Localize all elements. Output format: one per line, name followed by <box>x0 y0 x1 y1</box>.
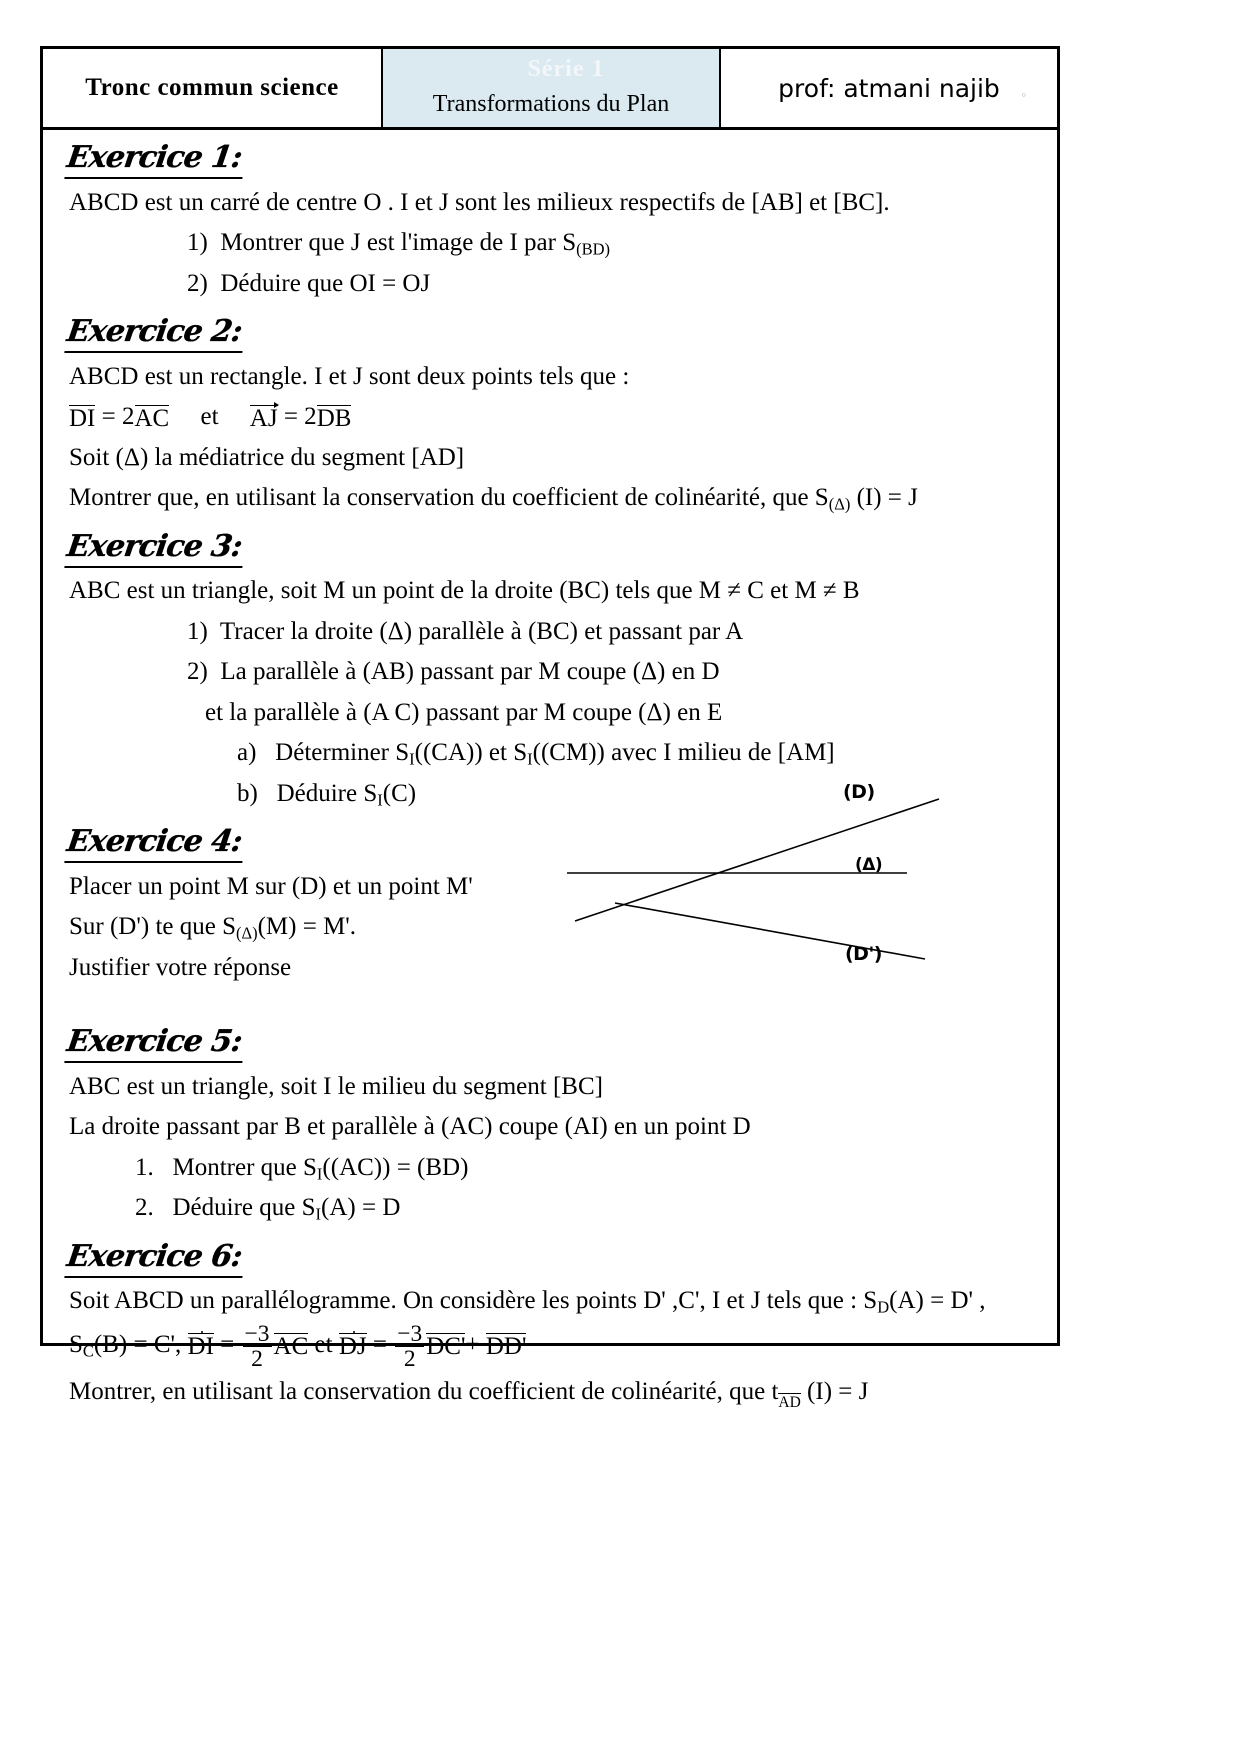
exercise-6-line-3 <box>69 1372 1043 1413</box>
vector-di: DI <box>187 1332 214 1360</box>
exercise-5-item-2 <box>135 1188 1043 1229</box>
subscript-i: I <box>315 1204 322 1224</box>
fraction-denominator: 2 <box>395 1346 424 1372</box>
text-fragment: Soit ABCD un parallélogramme. On considère les points D' ,C', I et J tels que : S <box>69 1287 878 1314</box>
exercise-3-item-2-cont: et la parallèle à (A C) passant par M coupe (Δ) en E <box>205 698 723 726</box>
exercise-1-item-1 <box>187 223 1043 264</box>
vector-dd-prime: DD' <box>485 1332 527 1360</box>
subscript-i: I <box>316 1163 323 1183</box>
exercise-5-line-2: La droite passant par B et parallèle à (AC) coupe (AI) en un point D <box>69 1113 751 1140</box>
exercise-1-item-2 <box>187 264 1043 305</box>
exercise-6-line-2 <box>69 1322 1043 1372</box>
exercise-6-title: Exercice 6: <box>64 1240 247 1278</box>
exercise-1-title: Exercice 1: <box>64 141 247 179</box>
exercise-6-line-1 <box>69 1281 1043 1322</box>
fraction-denominator: 2 <box>243 1346 272 1372</box>
text-fragment: Déduire que S <box>172 1194 316 1221</box>
subscript-d: D <box>877 1297 890 1317</box>
item-text: La parallèle à (AB) passant par M coupe (Δ) en D <box>220 658 720 685</box>
text-fragment: ABC est un triangle, soit I le milieu du segment <box>69 1072 553 1100</box>
text-fragment: = <box>366 1330 394 1358</box>
header-decorative-mark: ◦ <box>1020 89 1027 102</box>
text-fragment: = <box>213 1330 241 1358</box>
subscript-vector-ad: AD <box>778 1394 801 1412</box>
segment-ad: [AD] <box>411 443 465 471</box>
text-fragment: ((AC)) = (BD) <box>322 1153 469 1181</box>
conjunction: et <box>200 403 219 430</box>
worksheet-header <box>43 49 1057 130</box>
subscript-bd: (BD) <box>576 239 611 259</box>
spacer <box>57 988 1043 1014</box>
fraction-minus-three-halves <box>243 1322 272 1372</box>
figure-label-delta: (Δ) <box>855 855 883 875</box>
text-fragment: Montrer que S <box>172 1153 317 1181</box>
text-fragment: ((CA)) et S <box>414 739 528 766</box>
text-fragment: Montrer que, en utilisant la conservation du coefficient de colinéarité, que S <box>69 484 829 511</box>
exercise-3-line-1: ABC est un triangle, soit M un point de la droite (BC) tels que M ≠ C et M ≠ B <box>69 577 860 604</box>
text-fragment: Sur (D') te que S <box>69 913 236 940</box>
exercise-4-title: Exercice 4: <box>64 825 247 863</box>
exercise-4-line-1: Placer un point M sur (D) et un point M' <box>69 872 473 900</box>
text-fragment: Soit (Δ) la médiatrice du segment <box>69 443 412 471</box>
text-fragment: ABCD est un carré de centre O . I et J sont les milieux respectifs de <box>69 188 752 216</box>
fraction-minus-three-halves <box>395 1322 424 1372</box>
exercise-2-title: Exercice 2: <box>64 315 247 353</box>
vector-ac: AC <box>134 405 170 432</box>
item-text: Tracer la droite (Δ) parallèle à (BC) et passant par A <box>219 617 744 645</box>
text-fragment: (A) = D' , <box>889 1287 986 1314</box>
figure-svg <box>567 773 967 973</box>
header-subject-label: Transformations du Plan <box>432 90 670 117</box>
text-fragment: (I) = J <box>850 484 918 511</box>
exercise-5-title: Exercice 5: <box>64 1025 247 1063</box>
header-serie-label: Série 1 <box>527 56 605 82</box>
text-fragment: S <box>69 1330 83 1358</box>
exercise-2-line-1: ABCD est un rectangle. I et J sont deux points tels que : <box>69 362 630 390</box>
text-fragment: (A) = D <box>321 1194 401 1221</box>
item-number: 1) <box>187 229 208 256</box>
exercise-5-line-1 <box>69 1067 1043 1108</box>
exercise-3-item-2 <box>187 652 1043 693</box>
text-fragment: Déterminer S <box>275 739 410 766</box>
text-fragment: = 2 <box>95 403 135 430</box>
figure-label-d: (D) <box>843 781 875 803</box>
item-number: 2) <box>187 658 208 685</box>
item-letter: a) <box>237 739 257 766</box>
exercise-5-item-1 <box>135 1148 1043 1189</box>
exercise-4-line-3: Justifier votre réponse <box>69 953 292 981</box>
header-subject-cell <box>383 49 721 127</box>
exercise-2-line-3 <box>69 438 1043 479</box>
vector-db: DB <box>316 405 352 432</box>
text-fragment: et <box>308 1330 339 1358</box>
exercise-1-line-1 <box>69 183 1043 224</box>
worksheet-content <box>43 130 1057 1412</box>
item-number: 1. <box>135 1153 154 1181</box>
item-number: 2) <box>187 269 208 297</box>
vector-aj: AJ <box>249 405 278 432</box>
header-class-label: Tronc commun science <box>85 74 339 101</box>
segment-bc: [BC] <box>552 1072 603 1100</box>
segment-am: [AM] <box>777 739 835 766</box>
subscript-i: I <box>527 749 533 769</box>
subscript-i: I <box>377 789 383 809</box>
exercise-2-vector-line <box>69 397 1043 438</box>
figure-label-d-prime: (D') <box>845 943 882 965</box>
fraction-numerator: −3 <box>244 1320 270 1347</box>
subscript-i: I <box>409 749 415 769</box>
item-text: Déduire que OI = OJ <box>220 269 431 297</box>
text-fragment: + <box>465 1330 486 1358</box>
text-fragment: Montrer, en utilisant la conservation du coefficient de colinéarité, que t <box>69 1377 779 1405</box>
text-fragment: (C) <box>382 779 417 807</box>
item-letter: b) <box>237 779 258 807</box>
header-teacher-label: prof: atmani najib <box>778 73 1000 103</box>
vector-ac: AC <box>273 1332 309 1360</box>
text-fragment: (B) = C', <box>93 1330 188 1358</box>
header-teacher-cell <box>721 49 1057 127</box>
text-fragment: (I) = J <box>800 1377 869 1405</box>
vector-dc-prime: DC' <box>426 1332 466 1360</box>
exercise-3-item-1 <box>187 612 1043 653</box>
worksheet-frame <box>40 46 1060 1412</box>
text-fragment: (M) = M'. <box>257 913 357 940</box>
item-text: Montrer que J est l'image de I par S <box>220 229 577 256</box>
vector-di: DI <box>69 405 96 432</box>
item-number: 1) <box>187 617 208 645</box>
exercise-2-line-4 <box>69 478 1043 519</box>
segment-ab: [AB] <box>751 188 803 216</box>
text-fragment: Déduire S <box>276 779 378 807</box>
exercise-3-title: Exercice 3: <box>64 530 247 568</box>
fraction-numerator: −3 <box>397 1320 423 1347</box>
text-fragment: = 2 <box>277 403 317 430</box>
subscript-delta: (Δ) <box>235 923 258 943</box>
subscript-delta: (Δ) <box>828 494 851 514</box>
vector-dj: DJ <box>338 1332 367 1360</box>
subscript-c: C <box>82 1340 94 1360</box>
item-number: 2. <box>135 1194 154 1221</box>
line-d <box>575 799 939 921</box>
text-fragment: et <box>802 188 834 216</box>
header-class-cell <box>43 49 383 127</box>
text-fragment: ((CM)) avec I milieu de <box>532 739 778 766</box>
segment-bc: [BC]. <box>833 188 890 216</box>
exercise-3-item-a <box>237 733 1043 774</box>
exercise-4-figure <box>567 773 967 973</box>
